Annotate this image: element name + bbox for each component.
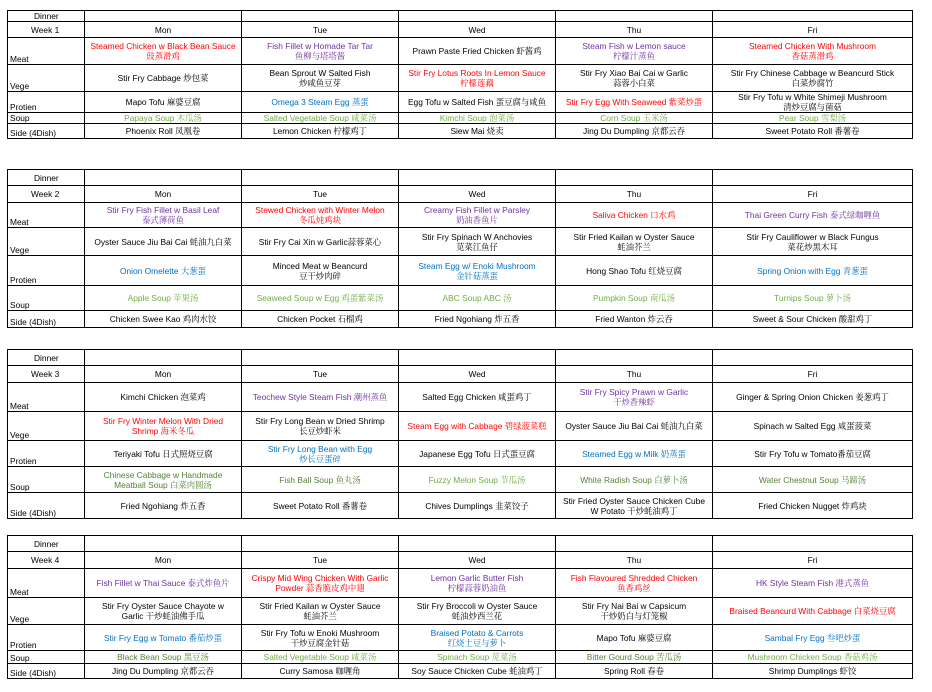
table-row xyxy=(8,311,913,328)
dish-cell: Bean Sprout W Salted Fish 炒咸鱼豆芽 xyxy=(242,65,399,92)
table-row xyxy=(8,441,913,467)
row-label: Meat xyxy=(8,569,85,598)
header-blank-cell xyxy=(556,536,713,552)
header-blank-cell xyxy=(713,11,913,22)
row-label: Protien xyxy=(8,92,85,113)
day-header-tue: Tue xyxy=(242,22,399,38)
dish-cell: Bitter Gourd Soup 苦瓜汤 xyxy=(556,651,713,664)
header-blank-cell xyxy=(713,536,913,552)
dish-cell: Lemon Garlic Butter Fish 柠檬蒜蓉奶油鱼 xyxy=(399,569,556,598)
dish-cell: Chicken Pocket 石榴鸡 xyxy=(242,311,399,328)
table-row xyxy=(8,625,913,651)
week-label: Week 3 xyxy=(8,366,85,383)
row-label: Vege xyxy=(8,65,85,92)
dish-cell: Water Chestnut Soup 马蹄汤 xyxy=(713,467,913,493)
dish-cell: Corn Soup 玉米汤 xyxy=(556,113,713,124)
dish-cell: Fried Ngohiang 炸五香 xyxy=(85,493,242,519)
week-label: Week 1 xyxy=(8,22,85,38)
table-row xyxy=(8,38,913,65)
row-label: Soup xyxy=(8,651,85,664)
dish-cell: Mushroom Chicken Soup 香菇鸡汤 xyxy=(713,651,913,664)
day-header-row xyxy=(8,22,913,38)
dish-cell: Lemon Chicken 柠檬鸡丁 xyxy=(242,124,399,139)
row-label: Vege xyxy=(8,598,85,625)
dish-cell: Stir Fry Lotus Roots In Lemon Sauce 柠檬莲藕 xyxy=(399,65,556,92)
dish-cell: Chicken Swee Kao 鸡肉水饺 xyxy=(85,311,242,328)
dish-cell: Stir Fry Oyster Sauce Chayote w Garlic 干炒蚝油佛手瓜 xyxy=(85,598,242,625)
week-1-table xyxy=(7,10,913,139)
dish-cell: Jing Du Dumpling 京都云吞 xyxy=(85,664,242,679)
header-blank-cell xyxy=(399,11,556,22)
day-header-thu: Thu xyxy=(556,366,713,383)
dish-cell: Steamed Chicken With Mushroom 香菇蒸滑鸡 xyxy=(713,38,913,65)
dinner-label: Dinner xyxy=(8,11,85,22)
table-row xyxy=(8,113,913,124)
row-label: Side (4Dish) xyxy=(8,493,85,519)
dish-cell: Spring Roll 春卷 xyxy=(556,664,713,679)
dish-cell: Salted Vegetable Soup 咸菜汤 xyxy=(242,651,399,664)
dish-cell: Oyster Sauce Jiu Bai Cai 蚝油九白菜 xyxy=(85,228,242,256)
table-row xyxy=(8,256,913,286)
dish-cell: Mapo Tofu 麻婆豆腐 xyxy=(556,625,713,651)
table-row xyxy=(8,228,913,256)
dish-cell: Ginger & Spring Onion Chicken 姜葱鸡丁 xyxy=(713,383,913,412)
dish-cell: Teriyaki Tofu 日式照烧豆腐 xyxy=(85,441,242,467)
dish-cell: Fish Fillet w Thai Sauce 泰式炸鱼片 xyxy=(85,569,242,598)
header-blank-cell xyxy=(399,170,556,186)
week-3-table xyxy=(7,349,913,519)
header-blank-cell xyxy=(399,350,556,366)
table-row xyxy=(8,124,913,139)
dish-cell: Sweet Potato Roll 番薯卷 xyxy=(713,124,913,139)
dish-cell: White Radish Soup 白萝卜汤 xyxy=(556,467,713,493)
dish-cell: Soy Sauce Chicken Cube 蚝油鸡丁 xyxy=(399,664,556,679)
dish-cell: Stir Fry Egg With Seaweed 紫菜炒蛋 xyxy=(556,92,713,113)
dish-cell: HK Style Steam Fish 港式蒸鱼 xyxy=(713,569,913,598)
dish-cell: Braised Beancurd With Cabbage 白菜烧豆腐 xyxy=(713,598,913,625)
dish-cell: Stir Fry Cai Xin w Garlic蒜蓉菜心 xyxy=(242,228,399,256)
dish-cell: ABC Soup ABC 汤 xyxy=(399,286,556,311)
dish-cell: Fried Chicken Nugget 炸鸡块 xyxy=(713,493,913,519)
table-row xyxy=(8,412,913,441)
day-header-tue: Tue xyxy=(242,186,399,203)
dish-cell: Onion Omelette 大葱蛋 xyxy=(85,256,242,286)
table-row xyxy=(8,92,913,113)
dish-cell: Stir Fry Fish Fillet w Basil Leaf 泰式薄荷鱼 xyxy=(85,203,242,228)
day-header-tue: Tue xyxy=(242,366,399,383)
dish-cell: Creamy Fish Fillet w Parsley 奶油香鱼片 xyxy=(399,203,556,228)
header-blank-cell xyxy=(85,170,242,186)
day-header-wed: Wed xyxy=(399,366,556,383)
header-blank-cell xyxy=(713,350,913,366)
header-blank-cell xyxy=(242,536,399,552)
day-header-thu: Thu xyxy=(556,186,713,203)
dish-cell: Omega 3 Steam Egg 蒸蛋 xyxy=(242,92,399,113)
day-header-row xyxy=(8,366,913,383)
header-blank-cell xyxy=(242,350,399,366)
table-row xyxy=(8,569,913,598)
header-row xyxy=(8,170,913,186)
header-blank-cell xyxy=(85,536,242,552)
dish-cell: Fish Flavoured Shredded Chicken 鱼香鸡丝 xyxy=(556,569,713,598)
dish-cell: Stir Fried Oyster Sauce Chicken Cube W Potato 干炒蚝油鸡丁 xyxy=(556,493,713,519)
header-blank-cell xyxy=(242,170,399,186)
table-row xyxy=(8,467,913,493)
dish-cell: Chives Dumplings 韭菜饺子 xyxy=(399,493,556,519)
dish-cell: Oyster Sauce Jiu Bai Cai 蚝油九白菜 xyxy=(556,412,713,441)
dish-cell: Papaya Soup 木瓜汤 xyxy=(85,113,242,124)
dish-cell: Sambal Fry Egg 叁吧炒蛋 xyxy=(713,625,913,651)
week-label: Week 4 xyxy=(8,552,85,569)
dish-cell: Chinese Cabbage w Handmade Meatball Soup 白菜肉圆汤 xyxy=(85,467,242,493)
row-label: Vege xyxy=(8,412,85,441)
dinner-label: Dinner xyxy=(8,350,85,366)
day-header-fri: Fri xyxy=(713,22,913,38)
dish-cell: Stir Fry Long Bean with Egg 炒长豆蛋碎 xyxy=(242,441,399,467)
dish-cell: Kimchi Chicken 泡菜鸡 xyxy=(85,383,242,412)
dish-cell: Steamed Chicken w Black Bean Sauce 豉蒸滑鸡 xyxy=(85,38,242,65)
dish-cell: Sweet Potato Roll 番薯卷 xyxy=(242,493,399,519)
dish-cell: Turnips Soup 萝卜汤 xyxy=(713,286,913,311)
dish-cell: Fried Ngohiang 炸五香 xyxy=(399,311,556,328)
row-label: Protien xyxy=(8,625,85,651)
dish-cell: Siew Mai 烧卖 xyxy=(399,124,556,139)
day-header-mon: Mon xyxy=(85,22,242,38)
dish-cell: Spinach Soup 苋菜汤 xyxy=(399,651,556,664)
week-2-table xyxy=(7,169,913,328)
row-label: Side (4Dish) xyxy=(8,664,85,679)
dish-cell: Saliva Chicken 口水鸡 xyxy=(556,203,713,228)
row-label: Soup xyxy=(8,467,85,493)
dish-cell: Steamed Egg w Milk 奶蒸蛋 xyxy=(556,441,713,467)
header-blank-cell xyxy=(556,170,713,186)
dish-cell: Teochew Style Steam Fish 潮州蒸鱼 xyxy=(242,383,399,412)
row-label: Vege xyxy=(8,228,85,256)
row-label: Soup xyxy=(8,113,85,124)
header-row xyxy=(8,11,913,22)
dish-cell: Fish Ball Soup 鱼丸汤 xyxy=(242,467,399,493)
day-header-thu: Thu xyxy=(556,22,713,38)
dish-cell: Pear Soup 雪梨汤 xyxy=(713,113,913,124)
header-blank-cell xyxy=(556,11,713,22)
dish-cell: Stir Fry Cabbage 炒包菜 xyxy=(85,65,242,92)
day-header-tue: Tue xyxy=(242,552,399,569)
dish-cell: Steam Egg with Cabbage 碧绿菠菜糕 xyxy=(399,412,556,441)
day-header-fri: Fri xyxy=(713,552,913,569)
dish-cell: Stewed Chicken with Winter Melon 冬瓜炖鸡块 xyxy=(242,203,399,228)
day-header-row xyxy=(8,186,913,203)
dish-cell: Hong Shao Tofu 红烧豆腐 xyxy=(556,256,713,286)
table-row xyxy=(8,493,913,519)
dish-cell: Stir Fry Spicy Prawn w Garlic 干炒香辣虾 xyxy=(556,383,713,412)
row-label: Side (4Dish) xyxy=(8,311,85,328)
dish-cell: Kimchi Soup 泡菜汤 xyxy=(399,113,556,124)
row-label: Protien xyxy=(8,256,85,286)
day-header-row xyxy=(8,552,913,569)
dish-cell: Steam Fish w Lemon sauce 柠檬汁蒸鱼 xyxy=(556,38,713,65)
dish-cell: Fish Fillet w Homade Tar Tar 鱼柳与塔塔酱 xyxy=(242,38,399,65)
day-header-wed: Wed xyxy=(399,22,556,38)
dish-cell: Mapo Tofu 麻婆豆腐 xyxy=(85,92,242,113)
dish-cell: Stir Fry Tofu w Tomato番茄豆腐 xyxy=(713,441,913,467)
dish-cell: Spring Onion with Egg 青葱蛋 xyxy=(713,256,913,286)
dinner-label: Dinner xyxy=(8,170,85,186)
dinner-label: Dinner xyxy=(8,536,85,552)
dish-cell: Curry Samosa 咖喱角 xyxy=(242,664,399,679)
dish-cell: Japanese Egg Tofu 日式蛋豆腐 xyxy=(399,441,556,467)
dish-cell: Stir Fry Broccoli w Oyster Sauce 蚝油炒西兰花 xyxy=(399,598,556,625)
week-label: Week 2 xyxy=(8,186,85,203)
day-header-fri: Fri xyxy=(713,186,913,203)
dish-cell: Minced Meat w Beancurd 豆干炒肉碎 xyxy=(242,256,399,286)
dish-cell: Braised Potato & Carrots 红烧土豆与萝卜 xyxy=(399,625,556,651)
row-label: Meat xyxy=(8,38,85,65)
dish-cell: Crispy Mid Wing Chicken With Garlic Powder 蒜香脆皮鸡中翅 xyxy=(242,569,399,598)
dish-cell: Salted Vegetable Soup 咸菜汤 xyxy=(242,113,399,124)
day-header-wed: Wed xyxy=(399,186,556,203)
dish-cell: Shrimp Dumplings 虾饺 xyxy=(713,664,913,679)
dish-cell: Stir Fry Chinese Cabbage w Beancurd Stick 白菜炒腐竹 xyxy=(713,65,913,92)
row-label: Meat xyxy=(8,383,85,412)
table-row xyxy=(8,664,913,679)
week-4-table xyxy=(7,535,913,679)
dish-cell: Stir Fry Tofu w Enoki Mushroom 干炒豆腐金针菇 xyxy=(242,625,399,651)
dish-cell: Stir Fried Kailan w Oyster Sauce 蚝油芥兰 xyxy=(242,598,399,625)
header-row xyxy=(8,536,913,552)
dish-cell: Stir Fry Long Bean w Dried Shrimp 长豆炒虾米 xyxy=(242,412,399,441)
dish-cell: Stir Fry Tofu w White Shimeji Mushroom 清炒豆腐与菌菇 xyxy=(713,92,913,113)
table-row xyxy=(8,383,913,412)
day-header-thu: Thu xyxy=(556,552,713,569)
row-label: Meat xyxy=(8,203,85,228)
dish-cell: Apple Soup 苹果汤 xyxy=(85,286,242,311)
day-header-fri: Fri xyxy=(713,366,913,383)
dish-cell: Jing Du Dumpling 京都云吞 xyxy=(556,124,713,139)
dish-cell: Thai Green Curry Fish 泰式绿咖喱鱼 xyxy=(713,203,913,228)
row-label: Side (4Dish) xyxy=(8,124,85,139)
dish-cell: Spinach w Salted Egg 咸蛋菠菜 xyxy=(713,412,913,441)
table-row xyxy=(8,203,913,228)
header-row xyxy=(8,350,913,366)
dish-cell: Sweet & Sour Chicken 酸甜鸡丁 xyxy=(713,311,913,328)
header-blank-cell xyxy=(85,350,242,366)
dish-cell: Egg Tofu w Salted Fish 蛋豆腐与咸鱼 xyxy=(399,92,556,113)
table-row xyxy=(8,598,913,625)
dish-cell: Steam Egg w/ Enoki Mushroom 金针菇蒸蛋 xyxy=(399,256,556,286)
dish-cell: Stir Fried Kailan w Oyster Sauce 蚝油芥兰 xyxy=(556,228,713,256)
dish-cell: Salted Egg Chicken 咸蛋鸡丁 xyxy=(399,383,556,412)
table-row xyxy=(8,651,913,664)
day-header-wed: Wed xyxy=(399,552,556,569)
dish-cell: Pumpkin Soup 南瓜汤 xyxy=(556,286,713,311)
row-label: Soup xyxy=(8,286,85,311)
table-row xyxy=(8,286,913,311)
header-blank-cell xyxy=(556,350,713,366)
day-header-mon: Mon xyxy=(85,366,242,383)
dish-cell: Fuzzy Melon Soup 节瓜汤 xyxy=(399,467,556,493)
dish-cell: Black Bean Soup 黑豆汤 xyxy=(85,651,242,664)
dish-cell: Seaweed Soup w Egg 鸡蛋紫菜汤 xyxy=(242,286,399,311)
dish-cell: Stir Fry Egg w Tomato 番茄炒蛋 xyxy=(85,625,242,651)
dish-cell: Stir Fry Spinach W Anchovies 苋菜江鱼仔 xyxy=(399,228,556,256)
dish-cell: Prawn Paste Fried Chicken 虾酱鸡 xyxy=(399,38,556,65)
header-blank-cell xyxy=(242,11,399,22)
header-blank-cell xyxy=(713,170,913,186)
dish-cell: Stir Fry Xiao Bai Cai w Garlic 蒜蓉小白菜 xyxy=(556,65,713,92)
dish-cell: Stir Fry Cauliflower w Black Fungus 菜花炒黑木耳 xyxy=(713,228,913,256)
header-blank-cell xyxy=(399,536,556,552)
dish-cell: Stir Fry Nai Bai w Capsicum 干炒奶白与灯笼椒 xyxy=(556,598,713,625)
day-header-mon: Mon xyxy=(85,552,242,569)
header-blank-cell xyxy=(85,11,242,22)
day-header-mon: Mon xyxy=(85,186,242,203)
dish-cell: Stir Fry Winter Melon With Dried Shrimp 海米冬瓜 xyxy=(85,412,242,441)
dish-cell: Fried Wanton 炸云吞 xyxy=(556,311,713,328)
row-label: Protien xyxy=(8,441,85,467)
table-row xyxy=(8,65,913,92)
dish-cell: Phoenix Roll 凤凰卷 xyxy=(85,124,242,139)
